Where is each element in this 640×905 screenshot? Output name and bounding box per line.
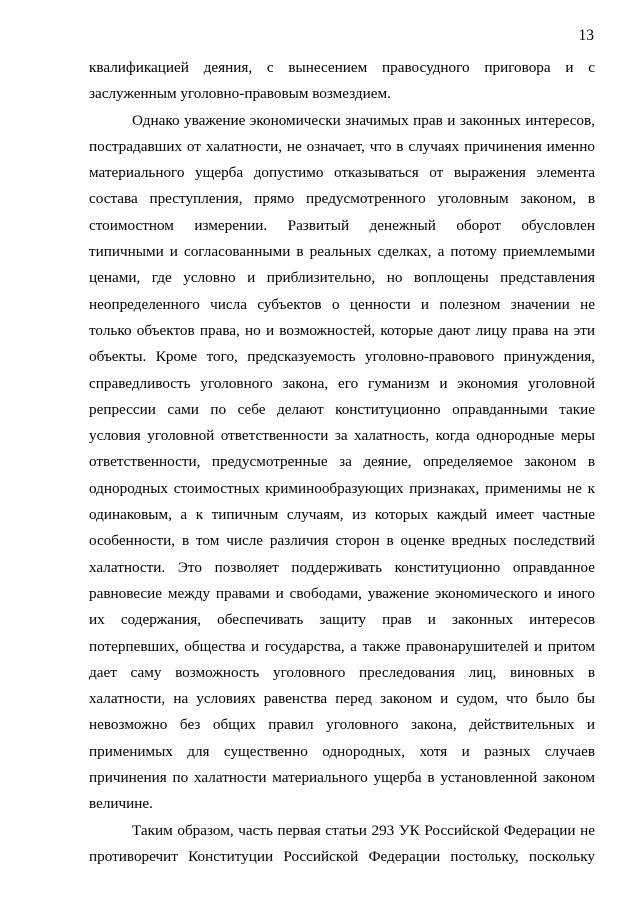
body-text xyxy=(89,55,595,870)
text-line: величине. xyxy=(89,795,153,813)
text-line: справедливость уголовного закона, его гуманизм и экономия уголовной xyxy=(89,374,595,392)
text-line: причинения по халатности материального ущерба в установленной законом xyxy=(89,769,595,787)
text-line: Однако уважение экономически значимых прав и законных интересов, xyxy=(132,111,595,129)
text-line: невозможно без общих правил уголовного закона, действительных и xyxy=(89,716,595,734)
text-line: стоимостном измерении. Развитый денежный оборот обусловлен xyxy=(89,216,595,234)
text-line: дает саму возможность уголовного преследования лиц, виновных в xyxy=(89,663,595,681)
text-line: состава преступления, прямо предусмотренного уголовным законом, в xyxy=(89,190,595,208)
text-line: пострадавших от халатности, не означает, что в случаях причинения именно xyxy=(89,137,595,155)
text-line: особенности, в том числе различия сторон в оценке вредных последствий xyxy=(89,532,595,550)
text-line: ценами, где условно и приблизительно, но воплощены представления xyxy=(89,269,595,287)
text-line: халатности, на условиях равенства перед законом и судом, что было бы xyxy=(89,690,595,708)
text-line: условия уголовной ответственности за халатность, когда однородные меры xyxy=(89,427,595,445)
text-line: репрессии сами по себе делают конституционно оправданными такие xyxy=(89,400,595,418)
text-line: неопределенного числа субъектов о ценности и полезном значении не xyxy=(89,295,595,313)
text-line: типичными и согласованными в реальных сделках, а потому приемлемыми xyxy=(89,243,595,261)
text-line: только объектов права, но и возможностей, которые дают лицу права на эти xyxy=(89,321,595,339)
text-line: их содержания, обеспечивать защиту прав и законных интересов xyxy=(89,611,595,629)
text-line: равновесие между правами и свободами, уважение экономического и иного xyxy=(89,584,595,602)
text-line: объекты. Кроме того, предсказуемость уголовно-правового принуждения, xyxy=(89,348,595,366)
text-line: одинаковым, а к типичным случаям, из которых каждый имеет частные xyxy=(89,506,595,524)
text-line: халатности. Это позволяет поддерживать конституционно оправданное xyxy=(89,558,595,576)
text-line: Таким образом, часть первая статьи 293 УК Российской Федерации не xyxy=(132,821,595,839)
text-line: применимых для существенно однородных, хотя и разных случаев xyxy=(89,742,595,760)
text-line: потерпевших, общества и государства, а также правонарушителей и притом xyxy=(89,637,595,655)
text-line: заслуженным уголовно-правовым возмездием. xyxy=(89,85,391,103)
text-line: однородных стоимостных криминообразующих признаках, применимы не к xyxy=(89,479,595,497)
text-line: противоречит Конституции Российской Федерации постольку, поскольку xyxy=(89,847,595,865)
text-line: квалификацией деяния, с вынесением правосудного приговора и с xyxy=(89,59,595,76)
text-line: ответственности, предусмотренные за деяние, определяемое законом в xyxy=(89,453,595,471)
page-number: 13 xyxy=(578,27,594,44)
text-line: материального ущерба допустимо отказываться от выражения элемента xyxy=(89,164,595,182)
